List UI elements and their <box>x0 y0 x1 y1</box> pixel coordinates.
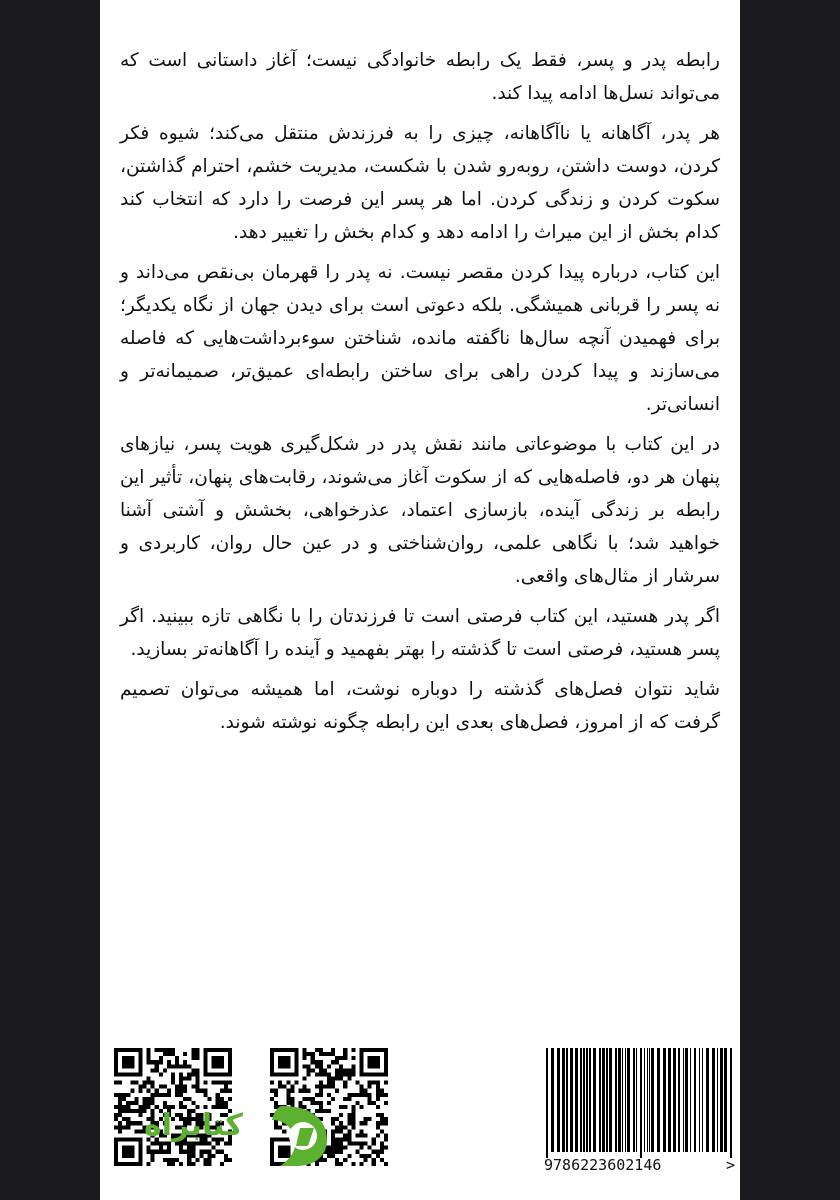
isbn-barcode <box>540 1046 740 1172</box>
isbn-number: 9786223602146 <box>544 1156 662 1172</box>
back-cover <box>100 0 740 1200</box>
paragraph-4: در این کتاب با موضوعاتی مانند نقش پدر در شکل‌گیری هویت پسر، نیازهای پنهان هر دو، فاصله‌هایی که از سکوت آغاز می‌شوند، رقابت‌های پنهان، تأثیر این رابطه بر زندگی آینده، بازسازی اعتماد، عذرخواهی، بخشش و آشتی آشنا خواهید شد؛ با نگاهی علمی، روان‌شناختی و در عین حال روان، کاربردی و سرشار از مثال‌های واقعی. <box>120 434 720 587</box>
paragraph-1: رابطه پدر و پسر، فقط یک رابطه خانوادگی نیست؛ آغاز داستانی است که می‌تواند نسل‌ها ادامه پیدا کند. <box>120 50 720 104</box>
paragraph-2: هر پدر، آگاهانه یا ناآگاهانه، چیزی را به فرزندش منتقل می‌کند؛ شیوه فکر کردن، دوست داشتن، روبه‌رو شدن با شکست، مدیریت خشم، احترام گذاشتن، سکوت کردن و زندگی کردن. اما هر پسر این فرصت را دارد که انتخاب کند کدام بخش از این میراث را ادامه دهد و کدام بخش را تغییر دهد. <box>120 123 720 243</box>
paragraph-5: اگر پدر هستید، این کتاب فرصتی است تا فرزندتان را با نگاهی تازه ببینید. اگر پسر هستید، فرصتی است تا گذشته را بهتر بفهمید و آینده را آگاهانه‌تر بسازید. <box>120 606 720 660</box>
blurb <box>120 44 720 746</box>
paragraph-6: شاید نتوان فصل‌های گذشته را دوباره نوشت، اما همیشه می‌توان تصمیم گرفت که از امروز، فصل‌های بعدی این رابطه چگونه نوشته شوند. <box>120 679 720 733</box>
isbn-marker: > <box>726 1156 736 1172</box>
paragraph-3: این کتاب، درباره پیدا کردن مقصر نیست. نه پدر را قهرمان بی‌نقص می‌داند و نه پسر را قربانی همیشگی. بلکه دعوتی است برای دیدن جهان از نگاه یکدیگر؛ برای فهمیدن آنچه سال‌ها ناگفته مانده، شناختن سوءبرداشت‌هایی که فاصله می‌سازند و پیدا کردن راهی برای ساختن رابطه‌ای عمیق‌تر، صمیمانه‌تر و انسانی‌تر. <box>120 262 720 415</box>
publisher-logo-text: کتابراه <box>144 1108 243 1143</box>
